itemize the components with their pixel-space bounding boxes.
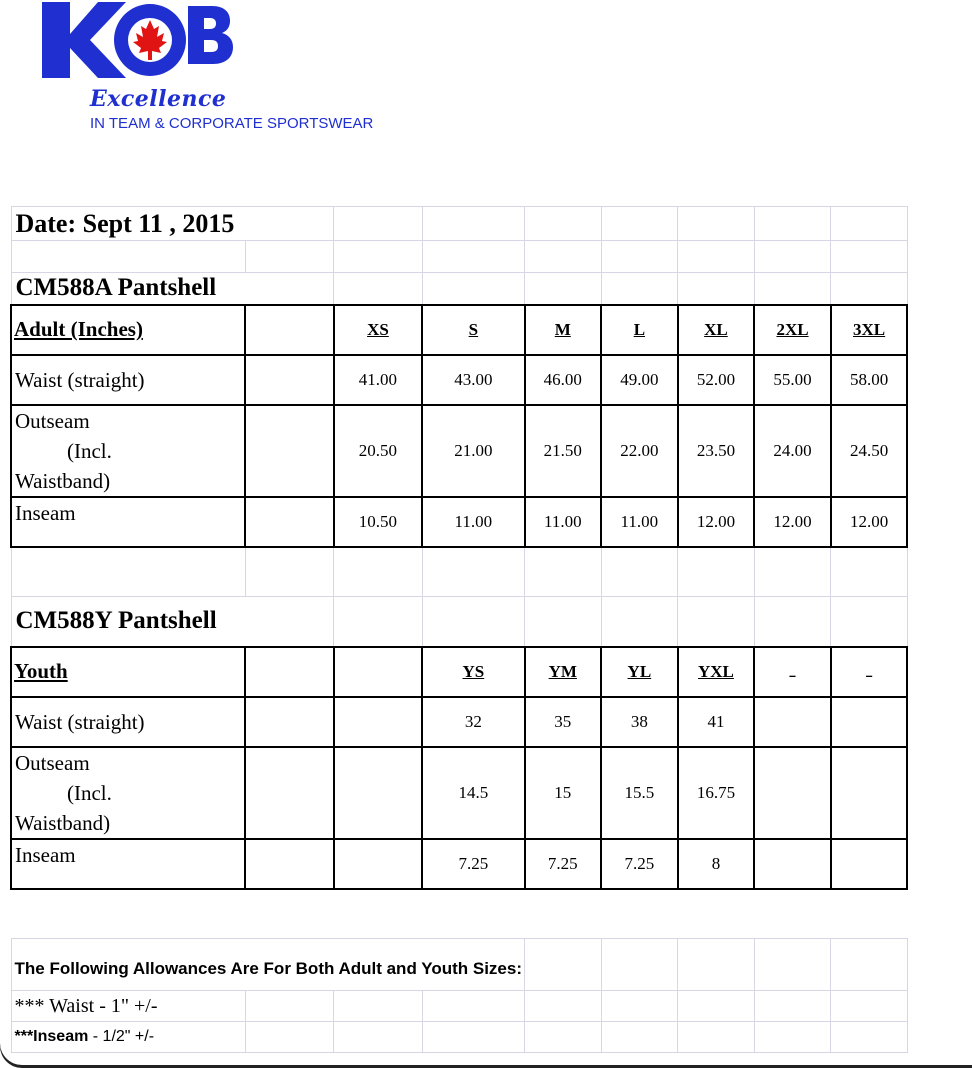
row-label: Waist (straight) — [11, 697, 245, 747]
cell: 21.00 — [422, 405, 524, 497]
cell: 35 — [525, 697, 602, 747]
adult-title: CM588A Pantshell — [11, 273, 334, 305]
inseam-allowance: ***Inseam - 1/2" +/- — [11, 1022, 245, 1053]
cell: 10.50 — [334, 497, 423, 547]
cell: 14.5 — [422, 747, 524, 839]
adult-header-label: Adult (Inches) — [11, 305, 245, 355]
size-chart-table — [10, 206, 972, 1053]
size-yxl: YXL — [678, 647, 755, 697]
date-label: Date: Sept 11 , 2015 — [11, 207, 334, 241]
cell: 12.00 — [831, 497, 908, 547]
cell: 49.00 — [601, 355, 678, 405]
tagline: Excellence — [90, 86, 227, 112]
row-label: Outseam (Incl. Waistband) — [11, 747, 245, 839]
cell: 41 — [678, 697, 755, 747]
table-row — [11, 355, 971, 405]
cell: 7.25 — [601, 839, 678, 889]
size-yl: YL — [601, 647, 678, 697]
table-row — [11, 747, 971, 839]
cell: 24.00 — [754, 405, 831, 497]
row-label: Waist (straight) — [11, 355, 245, 405]
cell: 22.00 — [601, 405, 678, 497]
size-ys: YS — [422, 647, 524, 697]
allowances-heading: The Following Allowances Are For Both Adult and Youth Sizes: — [11, 939, 525, 991]
subtitle: IN TEAM & CORPORATE SPORTSWEAR — [90, 115, 374, 132]
cell: 11.00 — [525, 497, 602, 547]
cell: 43.00 — [422, 355, 524, 405]
cell: 21.50 — [525, 405, 602, 497]
waist-allowance: *** Waist - 1" +/- — [11, 991, 245, 1022]
cell: 7.25 — [422, 839, 524, 889]
cell: 32 — [422, 697, 524, 747]
size-2xl: 2XL — [754, 305, 831, 355]
kobe-logo — [40, 0, 245, 82]
table-row — [11, 405, 971, 497]
cell: 52.00 — [678, 355, 755, 405]
cell: 8 — [678, 839, 755, 889]
cell: 41.00 — [334, 355, 423, 405]
size-m: M — [525, 305, 602, 355]
cell: 11.00 — [422, 497, 524, 547]
cell: 23.50 — [678, 405, 755, 497]
cell: 20.50 — [334, 405, 423, 497]
size-blank: _ — [831, 647, 908, 697]
cell: 46.00 — [525, 355, 602, 405]
table-row — [11, 697, 971, 747]
size-l: L — [601, 305, 678, 355]
cell: 12.00 — [678, 497, 755, 547]
size-xs: XS — [334, 305, 423, 355]
cell: 24.50 — [831, 405, 908, 497]
cell: 55.00 — [754, 355, 831, 405]
cell: 7.25 — [525, 839, 602, 889]
size-blank: _ — [754, 647, 831, 697]
row-label: Inseam — [11, 839, 245, 889]
row-label: Outseam (Incl. Waistband) — [11, 405, 245, 497]
cell: 12.00 — [754, 497, 831, 547]
youth-title: CM588Y Pantshell — [11, 597, 334, 647]
cell: 16.75 — [678, 747, 755, 839]
size-3xl: 3XL — [831, 305, 908, 355]
size-s: S — [422, 305, 524, 355]
size-ym: YM — [525, 647, 602, 697]
row-label: Inseam — [11, 497, 245, 547]
cell: 15 — [525, 747, 602, 839]
youth-header-label: Youth — [11, 647, 245, 697]
table-row — [11, 839, 971, 889]
cell: 15.5 — [601, 747, 678, 839]
cell: 38 — [601, 697, 678, 747]
cell: 58.00 — [831, 355, 908, 405]
size-xl: XL — [678, 305, 755, 355]
cell: 11.00 — [601, 497, 678, 547]
table-row — [11, 497, 971, 547]
